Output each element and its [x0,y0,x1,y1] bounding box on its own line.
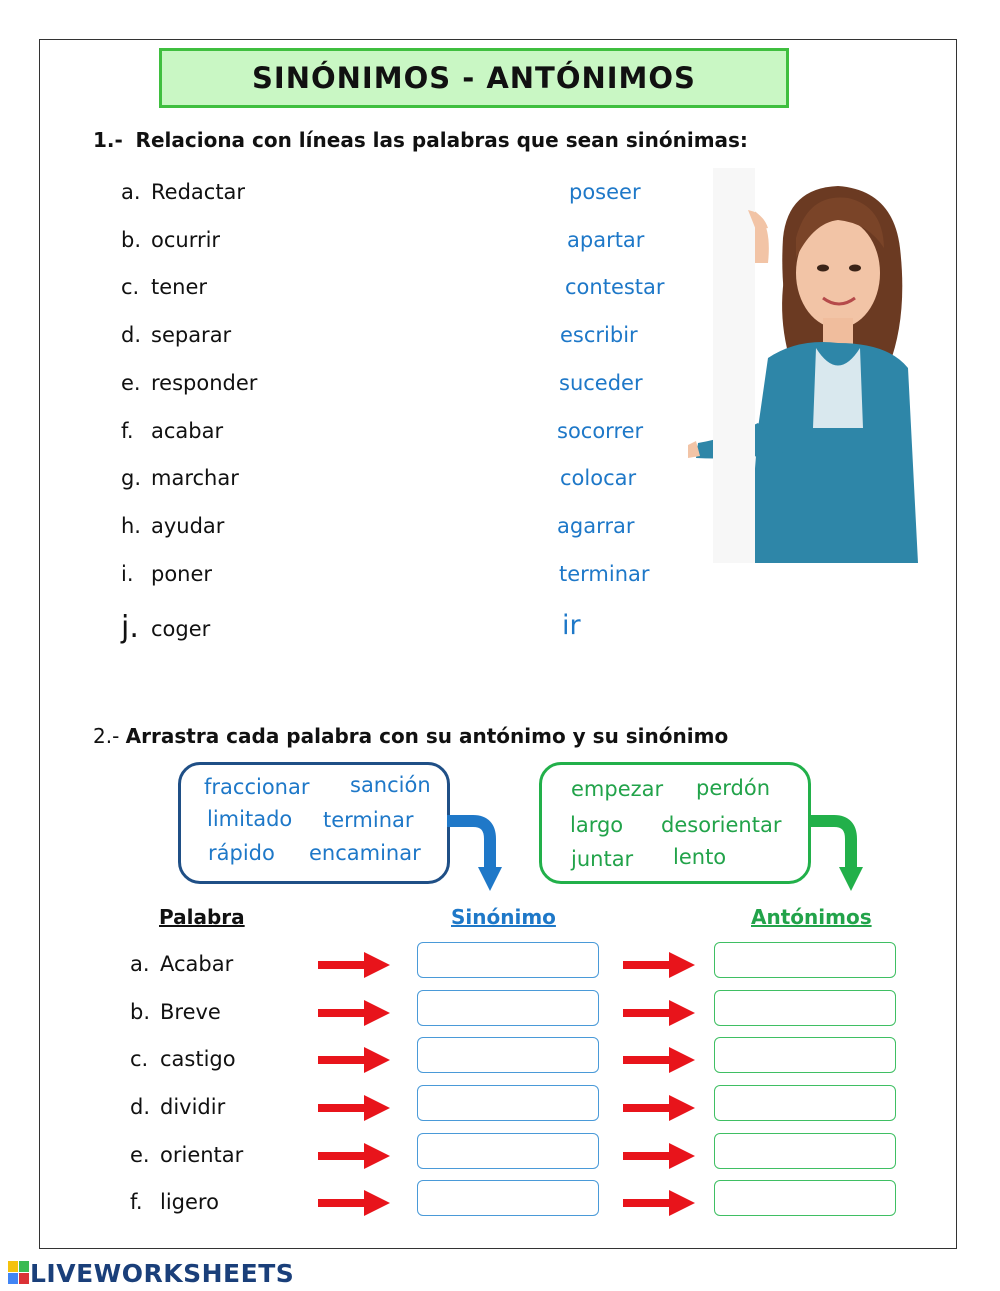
left-word[interactable]: tener [151,275,208,299]
left-word[interactable]: separar [151,323,232,347]
list-letter: h. [121,514,141,538]
row-word: orientar [160,1143,244,1167]
bank-word[interactable]: lento [673,845,727,869]
left-word[interactable]: coger [151,617,211,641]
left-word[interactable]: acabar [151,419,224,443]
antonym-drop-box[interactable] [714,1085,896,1121]
antonym-drop-box[interactable] [714,1133,896,1169]
right-word[interactable]: escribir [560,323,638,347]
right-word[interactable]: ir [562,610,581,641]
left-word[interactable]: poner [151,562,213,586]
right-word[interactable]: socorrer [557,419,644,443]
column-header-antonym: Antónimos [751,905,872,929]
red-arrow-to-synonym-icon [318,1000,390,1026]
red-arrow-to-synonym-icon [318,1047,390,1073]
red-arrow-to-antonym-icon [623,952,695,978]
exercise-2-number: 2.- [93,724,120,748]
list-letter: j. [121,610,139,645]
bank-word[interactable]: rápido [208,841,275,865]
synonym-drop-box[interactable] [417,990,599,1026]
red-arrow-to-synonym-icon [318,1095,390,1121]
red-arrow-to-antonym-icon [623,1047,695,1073]
exercise-1-number: 1.- [93,128,123,152]
row-letter: b. [130,1000,151,1024]
left-word[interactable]: ocurrir [151,228,221,252]
left-word[interactable]: Redactar [151,180,246,204]
row-letter: e. [130,1143,150,1167]
green-curved-arrow-icon [806,815,866,895]
right-word[interactable]: suceder [559,371,643,395]
right-word[interactable]: colocar [560,466,637,490]
column-header-synonym: Sinónimo [451,905,556,929]
list-letter: a. [121,180,141,204]
row-letter: c. [130,1047,149,1071]
right-word[interactable]: apartar [567,228,645,252]
synonym-drop-box[interactable] [417,1037,599,1073]
logo-text: LIVEWORKSHEETS [30,1258,295,1288]
row-word: castigo [160,1047,236,1071]
exercise-1-text: Relaciona con líneas las palabras que sean sinónimas: [135,128,748,152]
antonym-drop-box[interactable] [714,1037,896,1073]
bank-word[interactable]: terminar [323,808,414,832]
bank-word[interactable]: limitado [207,807,293,831]
right-word[interactable]: poseer [569,180,641,204]
bank-word[interactable]: juntar [571,847,634,871]
row-letter: f. [130,1190,143,1214]
bank-word[interactable]: encaminar [309,841,421,865]
red-arrow-to-antonym-icon [623,1143,695,1169]
liveworksheets-logo [8,1258,294,1288]
right-word[interactable]: terminar [559,562,650,586]
synonym-drop-box[interactable] [417,942,599,978]
exercise-1-instruction [93,128,748,152]
list-letter: c. [121,275,140,299]
bank-word[interactable]: sanción [350,773,431,797]
bank-word[interactable]: largo [570,813,624,837]
red-arrow-to-synonym-icon [318,1143,390,1169]
antonym-drop-box[interactable] [714,942,896,978]
list-letter: i. [121,562,134,586]
red-arrow-to-antonym-icon [623,1000,695,1026]
red-arrow-to-antonym-icon [623,1095,695,1121]
synonym-drop-box[interactable] [417,1180,599,1216]
bank-word[interactable]: perdón [696,776,771,800]
list-letter: b. [121,228,142,252]
row-word: dividir [160,1095,226,1119]
left-word[interactable]: ayudar [151,514,225,538]
left-word[interactable]: marchar [151,466,239,490]
row-letter: d. [130,1095,151,1119]
bank-word[interactable]: desorientar [661,813,782,837]
logo-icon [8,1261,30,1285]
woman-pointing-illustration [688,168,923,563]
synonym-drop-box[interactable] [417,1133,599,1169]
row-word: Breve [160,1000,221,1024]
exercise-2-text: Arrastra cada palabra con su antónimo y su sinónimo [125,724,729,748]
blue-curved-arrow-icon [445,815,505,895]
exercise-2-instruction [93,724,728,748]
right-word[interactable]: agarrar [557,514,635,538]
bank-word[interactable]: fraccionar [204,775,310,799]
left-word[interactable]: responder [151,371,258,395]
right-word[interactable]: contestar [565,275,665,299]
column-header-word: Palabra [159,905,245,929]
synonym-drop-box[interactable] [417,1085,599,1121]
red-arrow-to-synonym-icon [318,1190,390,1216]
antonym-drop-box[interactable] [714,990,896,1026]
red-arrow-to-antonym-icon [623,1190,695,1216]
list-letter: d. [121,323,142,347]
row-word: Acabar [160,952,234,976]
page-title: SINÓNIMOS - ANTÓNIMOS [159,48,789,108]
list-letter: g. [121,466,142,490]
red-arrow-to-synonym-icon [318,952,390,978]
list-letter: f. [121,419,134,443]
antonym-drop-box[interactable] [714,1180,896,1216]
row-word: ligero [160,1190,219,1214]
row-letter: a. [130,952,150,976]
bank-word[interactable]: empezar [571,777,664,801]
list-letter: e. [121,371,141,395]
